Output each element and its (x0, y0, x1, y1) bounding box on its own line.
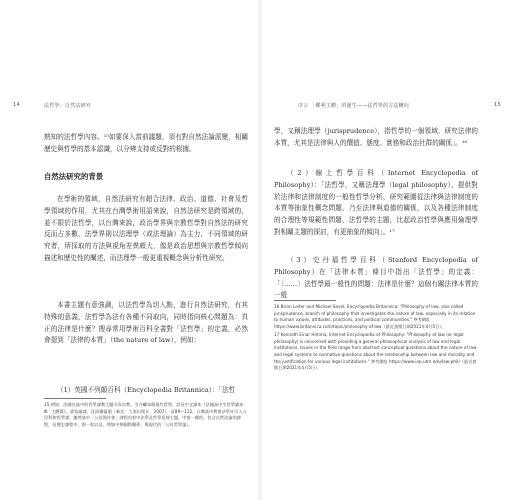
right-continued-paragraph (274, 126, 478, 150)
section-heading: 自然法研究的背景 (44, 172, 104, 181)
left-footnotes (44, 402, 248, 430)
right-footnotes (274, 304, 478, 373)
left-paragraph-1 (44, 194, 248, 265)
footnote-15: 15 例如：法國在高中的哲學課教主題可為宗教，引介繼承與現代哲學，詳見中文譯本《法國高中生哲學讀本Ⅲ：主體篇》，梁家瑜譯，沈清楷審閱（新北：大家出版社，2007），頁89～122。台灣高中教育法學亦引入公民科和哲學課，雖然高中「公民與社會」課程內容中法學及哲學延伸主題，中第一種的，包含自然法論的課程，而歷史課程中，則一般以及、例如中期國際關係，與現代的「公民哲學論」。 (44, 402, 247, 428)
right-running-head: 序言 「權利主體」的誕生——法哲學的方法轉向 (298, 103, 409, 109)
list-item-text: （1）英國不列顛百科（Encyclopedia Britannica）：「法哲 (57, 386, 236, 394)
footnote-17: 17 Kenneth Einar Himma, Internet Encyclopedia of Philosophy: "Philosophy of law (or legal philosophy) is concerned with providing a general philosophical analysis of law and legal institutions. Issues in the field range from abstract conceptual questions about the nature of law and legal systems to normative questions about the relationship between law and morality and the justification for various legal institutions." 參考網址 https://www.iep.utm.edu/law-phil/（最近查閱日期2021年4月5日）。 (274, 331, 477, 371)
paragraph-text: 在學術的領域，自然法研究有超合法律、政治、道德、社會及哲學領域的作用，尤其在台灣學術用語來說，自然法研究是跨領域的，並不限於法哲學，以台灣來說，政治學界與宗教哲學對自然法的研究反而占多數，法學界則以法理學（或法理論）為主力，不同領域的研究者，所採取的方法與視角差異頗大，像是政治思想與宗教哲學傾向描述和歷史性的闡述，而法理學一般更重視概念與分析性研究。 (44, 195, 248, 262)
list-item-text: （3）史丹福哲學百科（Stanford Encyclopedia of Philosophy）在「法律本質」條目中指出「法哲學」的定義：「〔……〕法哲學最一般性的問題：法律是什麼？這個有關法律本質的一般 (274, 256, 478, 300)
right-item-2 (274, 168, 478, 239)
paragraph-text: 熟知的法哲學內容。¹⁵如要深入當前議題，須有對自然法論派變，相關歷史與哲學的基本認識，以分辨支持或反對的根據。 (44, 133, 248, 153)
left-running-head: 法哲學：自然法研究 (44, 103, 91, 109)
left-paragraph-2 (44, 300, 248, 347)
left-list-item (44, 385, 248, 397)
left-page-number: 14 (13, 102, 21, 108)
footnote-divider (44, 398, 106, 399)
right-page (260, 0, 520, 500)
right-item-3 (274, 255, 478, 302)
right-page-number: 15 (494, 102, 502, 108)
paragraph-text: 本書主題有意強調，以法哲學為切入點，進行自然法研究，有其特殊的意義，法哲學為法有各種不同取向，同時指向核心問題為：真正的法律是什麼？搜尋常用學術百科全書對「法哲學」的定義，必然會提到「法律的本質」（the nature of law），例如： (44, 301, 248, 345)
left-continued-paragraph (44, 132, 248, 156)
footnote-divider (274, 300, 336, 301)
footnote-16: 16 Brian Leiter and Michael Sevel, Encyclopedia Britannica: "Philosophy of law, also called jurisprudence, branch of philosophy that investigates the nature of law, especially in its relation to human values, attitudes, practices, and political communities." 參考網址 https://www.britannica.com/topic/philosophy-of-law（最近查閱日期2021年4月5日）。 (274, 304, 476, 330)
paragraph-text: 學，又稱法理學（jurisprudence），指哲學的一個領域，研究法律的本質，尤其是法律與人的價值、態度、實務和政治社群的關係」。¹⁶ (274, 127, 478, 147)
list-item-text: （2）線上哲學百科（Internet Encyclopedia of Philosophy）：「法哲學，又稱法理學（legal philosophy），提供對於法律和法律制度的一般性哲學分析，研究範圍從法律與法律制度的本質等抽象性概念問題，乃至法律與道德的關係，以及各種法律制度的合理性等規範性問題，法哲學的主題，比起政治哲學與應用倫理學對相關主題的探討，有更抽象的傾向」。¹⁷ (274, 169, 478, 236)
